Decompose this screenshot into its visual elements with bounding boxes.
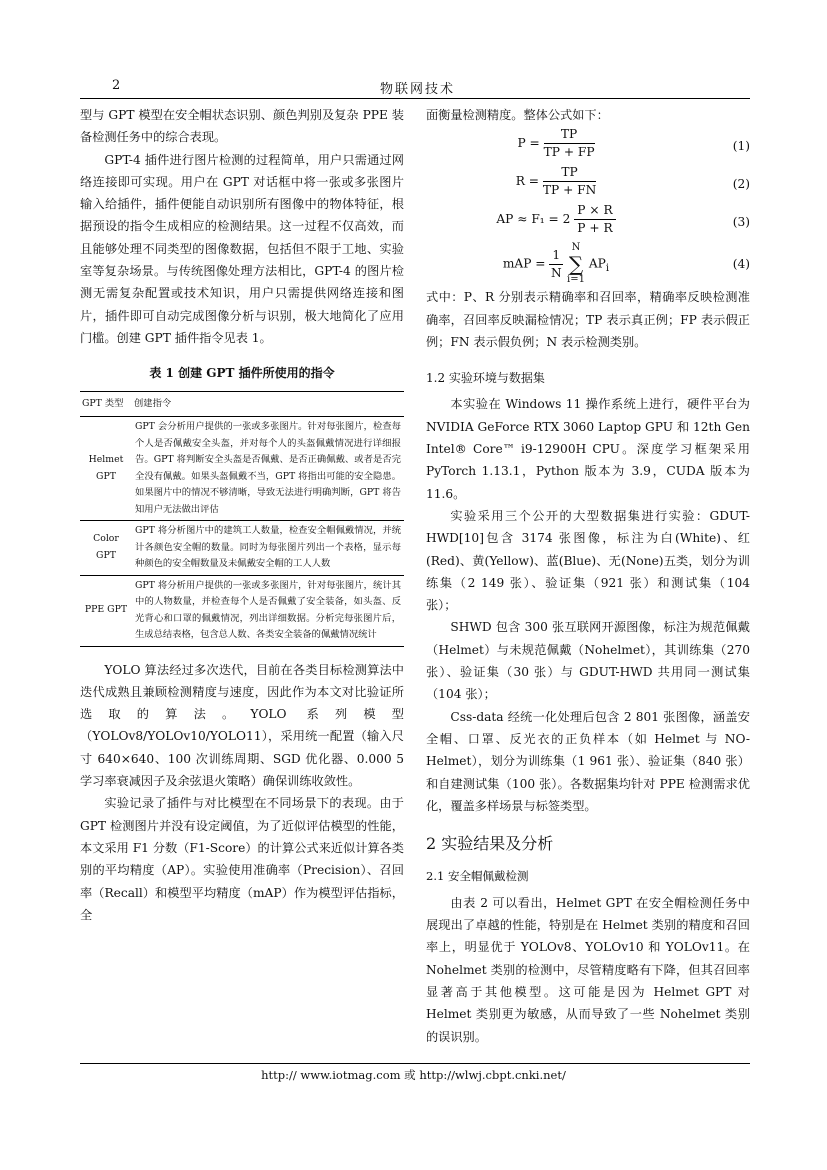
paragraph: 面衡量检测精度。整体公式如下：	[426, 108, 609, 122]
equation-denominator: N	[550, 265, 562, 280]
equation-1	[426, 126, 750, 164]
equation-numerator: P × R	[574, 202, 615, 220]
equation-lhs: P =	[517, 136, 540, 151]
journal-title: 物联网技术	[380, 82, 456, 97]
footer-urls: http:// www.iotmag.com 或 http://wlwj.cbpt.cnki.net/	[261, 1068, 566, 1082]
equation-numerator: TP	[544, 126, 595, 144]
equation-lhs: AP ≈ F₁ = 2	[496, 212, 571, 227]
paragraph: 实验采用三个公开的大型数据集进行实验：GDUT-HWD[10]包含 3174 张图像，标注为白(White)、红(Red)、黄(Yellow)、蓝(Blue)、无(None)五类，划分为训练集（2 149 张）、验证集（921 张）和测试集（104 张）；	[426, 508, 750, 613]
paragraph: 式中：P、R 分别表示精确率和召回率，精确率反映检测准确率，召回率反映漏检情况；TP 表示真正例；FP 表示假正例；FN 表示假负例；N 表示检测类别。	[426, 290, 750, 349]
equation-denominator: P + R	[577, 221, 613, 236]
table-header-instruction: 创建指令	[132, 391, 404, 417]
instruction-table	[80, 391, 404, 647]
right-column	[426, 104, 750, 1048]
paragraph: 由表 2 可以看出，Helmet GPT 在安全帽检测任务中展现出了卓越的性能，特别是在 Helmet 类别的精度和召回率上，明显优于 YOLOv8、YOLOv10 和 YOLOv11。在 Nohelmet 类别的检测中，尽管精度略有下降，但其召回率显著高于其他模型。这可能是因为 Helmet GPT 对 Helmet 类别更为敏感，从而导致了一些 Nohelmet 类别的误识别。	[426, 895, 750, 1044]
header-rule	[80, 98, 750, 99]
equation-numerator: 1	[549, 247, 563, 265]
paragraph: YOLO 算法经过多次迭代，目前在各类目标检测算法中迭代成熟且兼顾检测精度与速度，因此作为本文对比验证所选取的算法。YOLO 系列模型（YOLOv8/YOLOv10/YOLO11），采用统一配置（输入尺寸 640×640、100 次训练周期、SGD 优化器、0.000 5 学习率衰减因子及余弦退火策略）确保训练收敛性。	[80, 662, 404, 789]
equation-lhs: R =	[515, 174, 539, 189]
table-cell-instruction: GPT 会分析用户提供的一张或多张图片。针对每张图片，检查每个人是否佩戴安全头盔，并对每个人的头盔佩戴情况进行详细报告。GPT 将判断安全头盔是否佩戴、是否正确佩戴、或者是否完全没有佩戴。如果头盔佩戴不当，GPT 将指出可能的安全隐患。如果图片中的情况不够清晰，导致无法进行明确判断，GPT 将告知用户无法做出评估	[132, 417, 404, 521]
table-row	[80, 417, 404, 521]
equation-term: AP	[588, 256, 606, 271]
page-number: 2	[112, 78, 121, 93]
paragraph: 本实验在 Windows 11 操作系统上进行，硬件平台为 NVIDIA GeForce RTX 3060 Laptop GPU 和 12th Gen Intel® Core™ i9-12900H CPU。深度学习框架采用 PyTorch 1.13.1，Python 版本为 3.9，CUDA 版本为 11.6。	[426, 397, 750, 501]
equation-number: (3)	[732, 215, 750, 230]
section-heading-2-1: 2.1 安全帽佩戴检测	[426, 869, 529, 884]
equation-4	[426, 240, 750, 286]
equation-number: (2)	[732, 177, 750, 192]
table-row	[80, 575, 404, 646]
equation-subscript: i	[605, 263, 610, 275]
section-heading-1-2: 1.2 实验环境与数据集	[426, 371, 545, 386]
paragraph: Css-data 经统一化处理后包含 2 801 张图像，涵盖安全帽、口罩、反光衣的正负样本（如 Helmet 与 NO-Helmet），划分为训练集（1 961 张）、验证集（840 张）和自建测试集（100 张）。各数据集均针对 PPE 检测需求优化，覆盖多样场景与标签类型。	[426, 709, 750, 813]
sum-upper-limit: N	[571, 242, 581, 254]
table-cell-type: Helmet GPT	[80, 417, 132, 521]
paragraph: 实验记录了插件与对比模型在不同场景下的表现。由于 GPT 检测图片并没有设定阈值，为了近似评估模型的性能，本文采用 F1 分数（F1-Score）的计算公式来近似计算各类别的平均精度（AP）。实验使用准确率（Precision）、召回率（Recall）和模型平均精度（mAP）作为模型评估指标，全	[80, 796, 404, 922]
equation-lhs: mAP =	[502, 256, 546, 271]
table-cell-instruction: GPT 将分析用户提供的一张或多张图片，针对每张图片，统计其中的人物数量，并检查每个人是否佩戴了安全装备，如头盔、反光背心和口罩的佩戴情况，列出详细数据。分析完每张图片后，生成总结表格，包含总人数、各类安全装备的佩戴情况统计	[132, 575, 404, 646]
paragraph: SHWD 包含 300 张互联网开源图像，标注为规范佩戴（Helmet）与未规范佩戴（Nohelmet），其训练集（270 张）、验证集（30 张）与 GDUT-HWD 共用同一测试集（104 张）；	[426, 620, 750, 702]
table-header-row	[80, 391, 404, 417]
left-column	[80, 104, 404, 926]
equation-number: (4)	[732, 257, 750, 272]
equation-denominator: TP + FP	[543, 145, 595, 160]
table-cell-instruction: GPT 将分析图片中的建筑工人数量，检查安全帽佩戴情况，并统计各颜色安全帽的数量。同时为每张图片列出一个表格，显示每种颜色的安全帽数量及未佩戴安全帽的工人人数	[132, 521, 404, 576]
table-caption: 表 1 创建 GPT 插件所使用的指令	[149, 366, 335, 381]
sum-lower-limit: i=1	[567, 274, 585, 286]
footer-rule	[80, 1063, 750, 1064]
paragraph: GPT-4 插件进行图片检测的过程简单，用户只需通过网络连接即可实现。用户在 GPT 对话框中将一张或多张图片输入给插件，插件便能自动识别所有图像中的物体特征，根据预设的指令生成相应的检测结果。这一过程不仅高效，而且能够处理不同类型的图像数据，包括但不限于工地、实验室等复杂场景。与传统图像处理方法相比，GPT-4 的图片检测无需复杂配置或技术知识，用户只需提供网络连接和图片，插件即可自动完成图像分析与识别，极大地简化了应用门槛。创建 GPT 插件指令见表 1。	[80, 152, 404, 345]
table-cell-type: PPE GPT	[80, 575, 132, 646]
equation-2	[426, 164, 750, 202]
equation-number: (1)	[732, 139, 750, 154]
table-row	[80, 521, 404, 576]
section-heading-2: 2 实验结果及分析	[426, 834, 554, 854]
table-header-type: GPT 类型	[80, 391, 132, 417]
paragraph: 型与 GPT 模型在安全帽状态识别、颜色判别及复杂 PPE 装备检测任务中的综合表现。	[80, 108, 404, 145]
equation-numerator: TP	[543, 164, 596, 182]
equation-denominator: TP + FN	[542, 183, 597, 198]
equation-3	[426, 202, 750, 240]
sum-icon: ∑	[568, 252, 584, 277]
table-cell-type: Color GPT	[80, 521, 132, 576]
